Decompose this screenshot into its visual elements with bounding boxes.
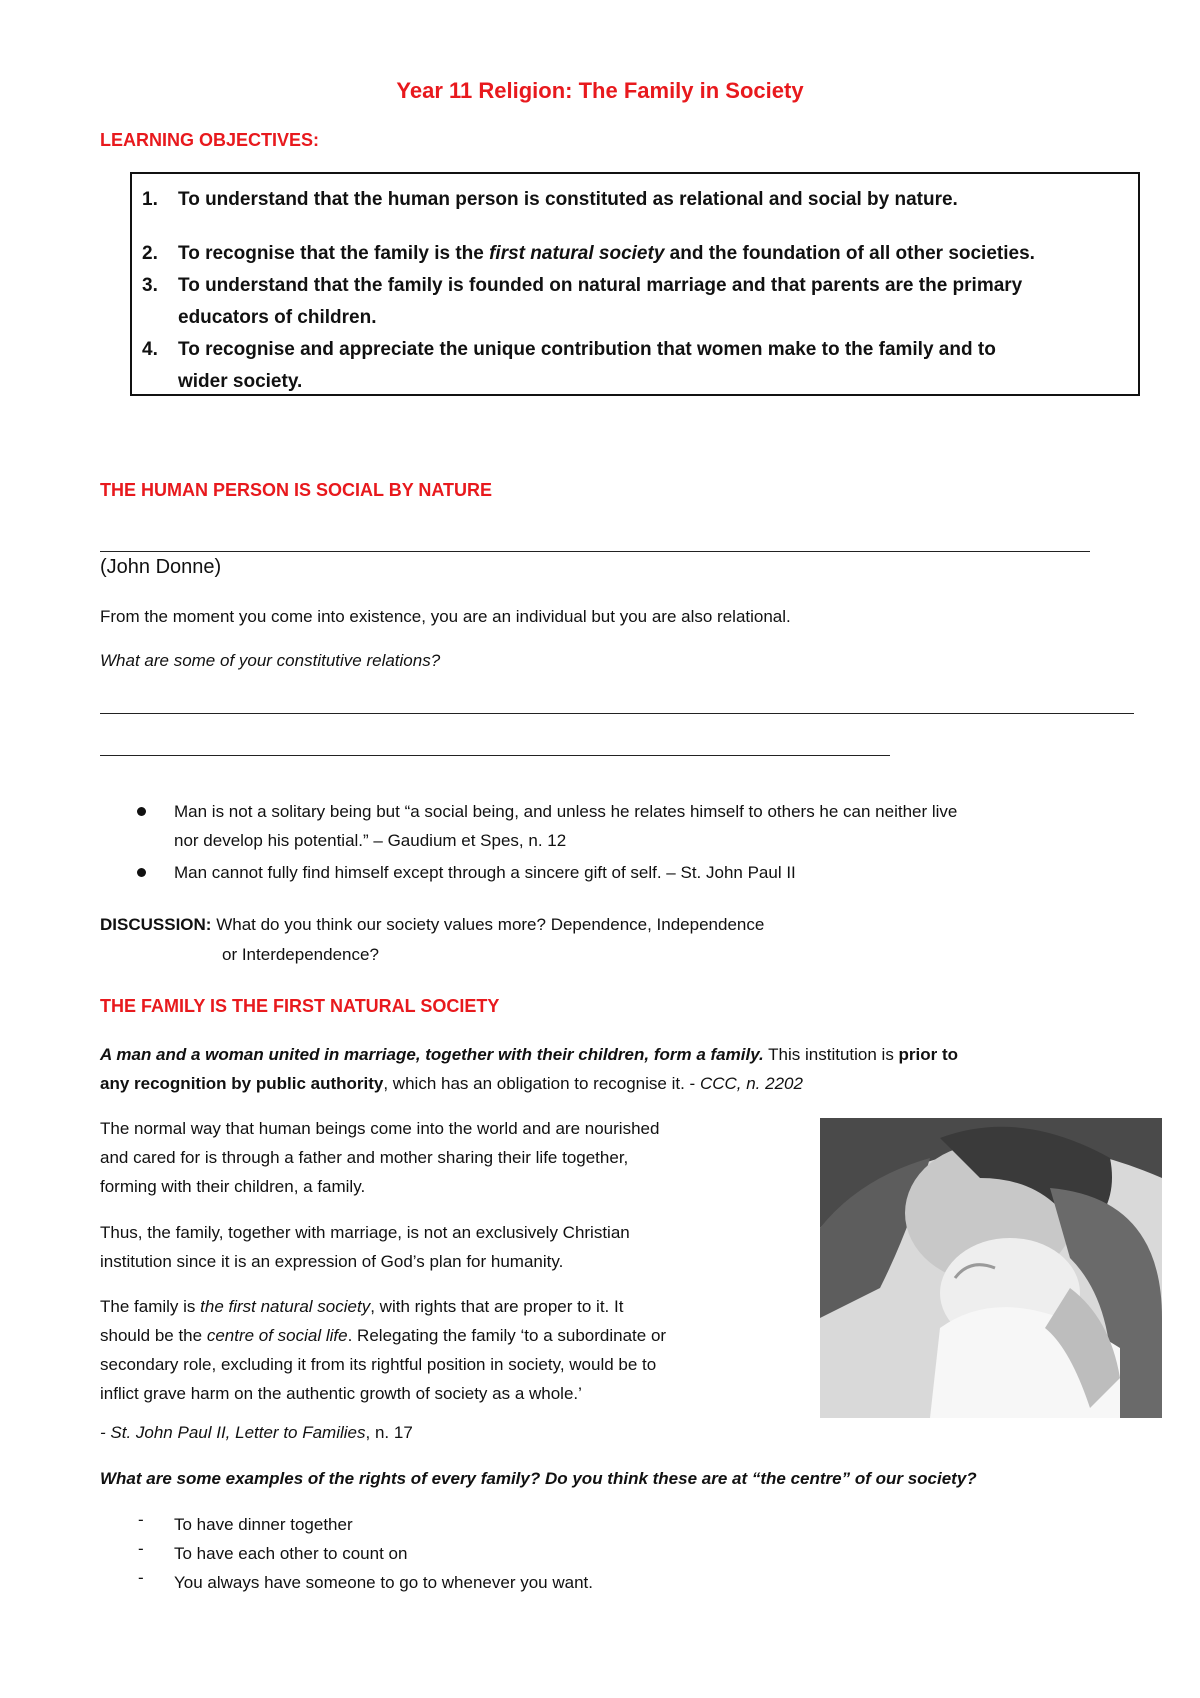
letter-to-families-ref: - St. John Paul II, Letter to Families, n. 17: [100, 1423, 413, 1442]
bullet-icon: [137, 807, 146, 816]
bullet-line: nor develop his potential.” – Gaudium et Spes, n. 12: [174, 831, 567, 850]
answer-line: [100, 551, 1090, 552]
dash-bullet: -: [138, 1568, 144, 1587]
bullet-line: Man is not a solitary being but “a social being, and unless he relates himself to others he can neither live: [174, 802, 958, 821]
bullet-gaudium-et-spes: [174, 797, 957, 855]
section-heading-social-nature: THE HUMAN PERSON IS SOCIAL BY NATURE: [100, 480, 493, 500]
objective-2: [142, 238, 1132, 270]
dash-bullet: -: [138, 1539, 144, 1558]
objectives-heading: LEARNING OBJECTIVES:: [100, 130, 320, 150]
answer-line: [100, 755, 890, 756]
objective-number: 4.: [142, 339, 158, 360]
objectives-box: [130, 172, 1140, 396]
objective-4: [142, 334, 1132, 398]
discussion-prompt-cont: or Interdependence?: [222, 945, 379, 964]
paragraph-first-natural-society: The family is the first natural society, with rights that are proper to it. It should be the centre of social life. Relegating the family ‘to a subordinate or secondary role, excluding it from its rightful position in society, would be to inflict grave harm on the authentic growth of society as a whole.’: [100, 1297, 667, 1403]
objective-3: [142, 270, 1132, 334]
ccc-quote: A man and a woman united in marriage, together with their children, form a family. This institution is prior to any recognition by public authority, which has an obligation to recognise it. - CCC, n. 2202: [100, 1045, 959, 1093]
objective-number: 3.: [142, 275, 158, 296]
objective-text: To understand that the human person is constituted as relational and social by nature.: [178, 189, 958, 210]
objective-number: 2.: [142, 243, 158, 264]
bullet-john-paul: Man cannot fully find himself except through a sincere gift of self. – St. John Paul II: [174, 863, 796, 882]
answer-item: You always have someone to go to whenever you want.: [174, 1573, 593, 1592]
intro-text: From the moment you come into existence, you are an individual but you are also relational.: [100, 607, 791, 626]
answer-line: [100, 713, 1134, 714]
discussion-label: DISCUSSION:: [100, 915, 212, 934]
paragraph-normal-way: The normal way that human beings come into the world and are nourished and cared for is through a father and mother sharing their life together, forming with their children, a family.: [100, 1119, 660, 1196]
relations-question: What are some of your constitutive relations?: [100, 651, 441, 670]
objective-text-cont: wider society.: [178, 371, 303, 392]
answer-item: To have each other to count on: [174, 1544, 408, 1563]
answer-item: To have dinner together: [174, 1515, 353, 1534]
objective-number: 1.: [142, 189, 158, 210]
bullet-icon: [137, 868, 146, 877]
objective-text: To understand that the family is founded on natural marriage and that parents are the primary: [178, 275, 1023, 296]
dash-bullet: -: [138, 1510, 144, 1529]
section-heading-first-society: THE FAMILY IS THE FIRST NATURAL SOCIETY: [100, 996, 500, 1016]
discussion-prompt: DISCUSSION: What do you think our society values more? Dependence, Independence: [100, 915, 765, 934]
page-title: Year 11 Religion: The Family in Society: [396, 78, 804, 103]
paragraph-not-exclusively-christian: Thus, the family, together with marriage, is not an exclusively Christian institution since it is an expression of God’s plan for humanity.: [100, 1223, 630, 1271]
photo-illustration: [820, 1118, 1162, 1418]
objective-1: [142, 184, 1132, 216]
objective-text: To recognise that the family is the first natural society and the foundation of all other societies.: [178, 243, 1035, 264]
objective-text-cont: educators of children.: [178, 307, 377, 328]
objective-text: To recognise and appreciate the unique contribution that women make to the family and to: [178, 339, 996, 360]
rights-question: What are some examples of the rights of every family? Do you think these are at “the centre” of our society?: [100, 1469, 977, 1488]
quote-attribution: (John Donne): [100, 556, 222, 578]
mother-baby-photo: [820, 1118, 1162, 1418]
